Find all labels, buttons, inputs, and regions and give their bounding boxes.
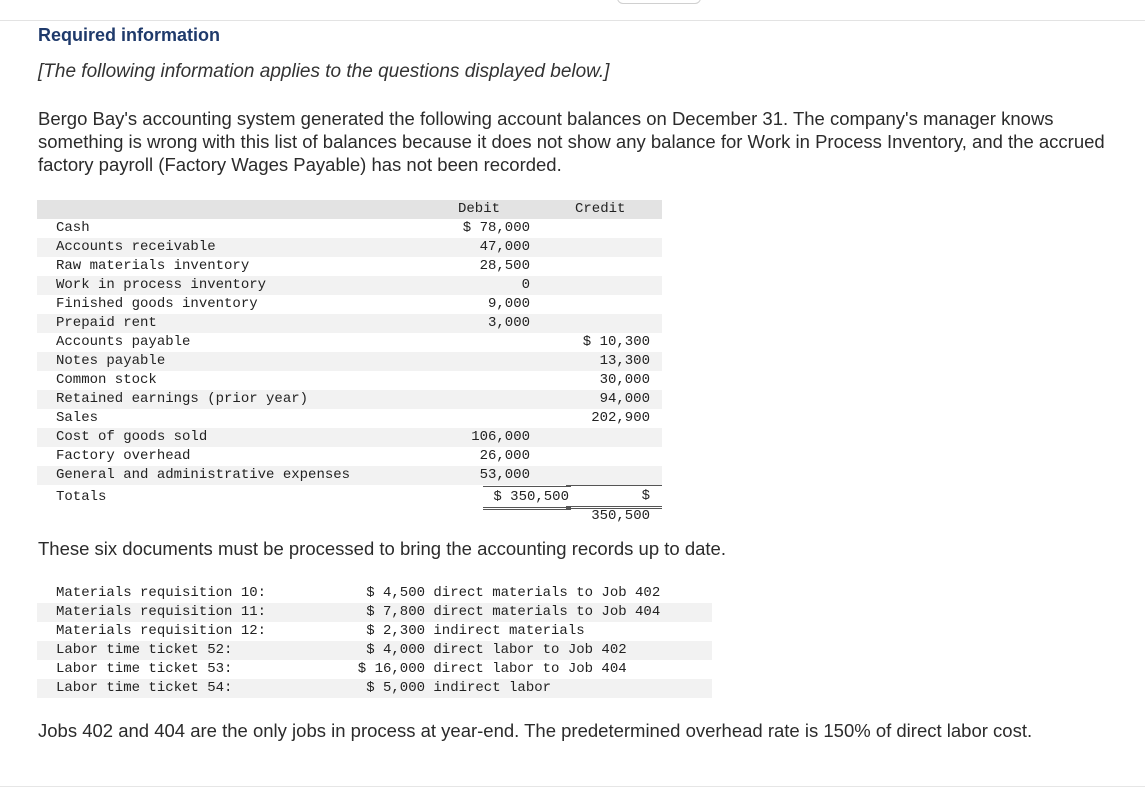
account-balances-table: [37, 200, 662, 524]
balances-header-row: [37, 200, 662, 219]
debit-value: $ 78,000: [462, 220, 530, 236]
debit-value: 9,000: [487, 296, 530, 312]
account-name: Raw materials inventory: [56, 258, 250, 274]
bottom-divider: [0, 786, 1145, 787]
documents-intro: These six documents must be processed to bring the accounting records up to date.: [38, 538, 726, 559]
credit-value: 30,000: [599, 372, 650, 388]
debit-value: 47,000: [479, 239, 530, 255]
debit-value: 3,000: [487, 315, 530, 331]
account-name: General and administrative expenses: [56, 467, 351, 483]
balance-row: [37, 314, 662, 333]
account-name: Finished goods inventory: [56, 296, 258, 312]
balance-row: [37, 219, 662, 238]
debit-value: 53,000: [479, 467, 530, 483]
document-amount: $ 2,300: [366, 623, 425, 639]
document-label: Labor time ticket 54:: [56, 680, 233, 696]
credit-value: 13,300: [599, 353, 650, 369]
document-label: Labor time ticket 52:: [56, 642, 233, 658]
balance-row: [37, 409, 662, 428]
account-name: Cost of goods sold: [56, 429, 208, 445]
account-name: Cash: [56, 220, 90, 236]
document-description: indirect labor: [425, 680, 552, 696]
document-amount: $ 5,000: [366, 680, 425, 696]
document-row: [37, 603, 712, 622]
document-amount: $ 16,000: [357, 661, 425, 677]
document-row: [37, 584, 712, 603]
credit-value: 202,900: [591, 410, 650, 426]
debit-header: Debit: [458, 201, 501, 217]
document-label: Labor time ticket 53:: [56, 661, 233, 677]
balance-row: [37, 257, 662, 276]
balance-row: [37, 333, 662, 352]
account-name: Retained earnings (prior year): [56, 391, 309, 407]
credit-value: $ 10,300: [582, 334, 650, 350]
debit-value: 0: [521, 277, 530, 293]
document-label: Materials requisition 12:: [56, 623, 267, 639]
debit-value: 26,000: [479, 448, 530, 464]
top-divider: [0, 20, 1145, 21]
balance-row: [37, 447, 662, 466]
total-credit: $ 350,500: [566, 485, 662, 509]
document-label: Materials requisition 10:: [56, 585, 267, 601]
account-name: Prepaid rent: [56, 315, 157, 331]
balance-row: [37, 295, 662, 314]
document-description: direct materials to Job 404: [425, 604, 661, 620]
account-name: Accounts receivable: [56, 239, 216, 255]
document-description: indirect materials: [425, 623, 585, 639]
top-tab: [617, 0, 701, 4]
credit-header: Credit: [575, 201, 626, 217]
totals-label: Totals: [56, 489, 107, 505]
account-name: Notes payable: [56, 353, 166, 369]
balance-row: [37, 428, 662, 447]
document-label: Materials requisition 11:: [56, 604, 267, 620]
balances-totals-row: [37, 485, 662, 524]
document-description: direct labor to Job 404: [425, 661, 627, 677]
account-name: Common stock: [56, 372, 157, 388]
account-name: Factory overhead: [56, 448, 191, 464]
credit-value: 94,000: [599, 391, 650, 407]
section-subheading: [The following information applies to the questions displayed below.]: [38, 61, 610, 82]
documents-table: [37, 584, 712, 698]
account-name: Sales: [56, 410, 99, 426]
account-name: Accounts payable: [56, 334, 191, 350]
balance-row: [37, 466, 662, 485]
debit-value: 28,500: [479, 258, 530, 274]
document-row: [37, 660, 712, 679]
document-row: [37, 622, 712, 641]
document-amount: $ 4,500: [366, 585, 425, 601]
balance-row: [37, 390, 662, 409]
intro-paragraph: Bergo Bay's accounting system generated the following account balances on December 31. The company's manager knows something is wrong with this list of balances because it does not show any balance for Work in Process Inventory, and the accrued factory payroll (Factory Wages Payable) has not been recorded.: [38, 108, 1105, 175]
account-name: Work in process inventory: [56, 277, 267, 293]
debit-value: 106,000: [471, 429, 530, 445]
total-debit: $ 350,500: [483, 486, 571, 510]
document-description: direct labor to Job 402: [425, 642, 627, 658]
section-heading: Required information: [38, 25, 221, 45]
document-amount: $ 4,000: [366, 642, 425, 658]
document-amount: $ 7,800: [366, 604, 425, 620]
document-row: [37, 641, 712, 660]
document-description: direct materials to Job 402: [425, 585, 661, 601]
balance-row: [37, 371, 662, 390]
balance-row: [37, 352, 662, 371]
balance-row: [37, 238, 662, 257]
closing-paragraph: Jobs 402 and 404 are the only jobs in process at year-end. The predetermined overhead rate is 150% of direct labor cost.: [38, 720, 1033, 741]
document-row: [37, 679, 712, 698]
balance-row: [37, 276, 662, 295]
